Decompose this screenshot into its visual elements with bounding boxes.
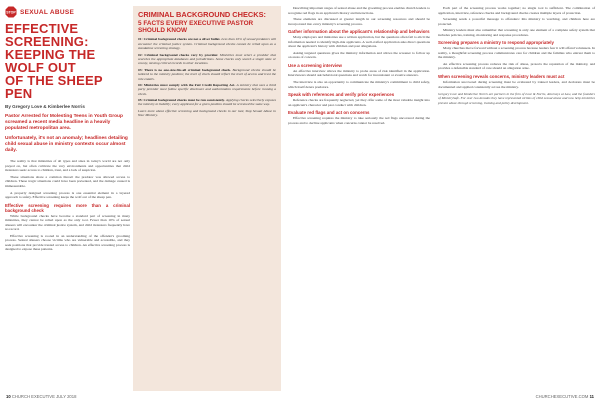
- publication-name: CHURCH EXECUTIVE: [11, 393, 55, 399]
- paragraph: An effective interview allows the ministry to probe areas of risk identified in the application. Interviewers should ask behavioral questions and watch for inconsistent or evasive answers.: [288, 68, 430, 78]
- paragraph: Effective screening is rooted in an understanding of the offender's grooming process. Sexual abusers choose victims who are vulnerable and accessible, and they seek positions that provide trusted access to children. An effective screening process is designed to expose these patterns.: [5, 233, 130, 252]
- sidebar-paragraph: [138, 83, 276, 96]
- subheading: Speak with references and verify prior experiences: [288, 92, 395, 98]
- byline: By Gregory Love & Kimberlee Norris: [5, 104, 85, 109]
- sidebar-body: Ministries must select a provider that searches the appropriate databases and jurisdictions. Some checks only search a single state or county, missing critical records in other locations.: [138, 52, 276, 66]
- author-bio: Gregory Love and Kimberlee Norris are partners in the firm of Love & Norris, Attorneys at Law, and the founders of MinistrySafe. For over two decades they have represented victims of child sexual abuse and now help ministries prevent abuse through screening, training and policy development.: [438, 92, 595, 105]
- article-headline: [5, 22, 130, 100]
- sidebar-lead: #4: Ministries must comply with the Fair Credit Reporting Act.: [138, 82, 236, 87]
- subheading: Effective screening requires more than a criminal background check: [5, 202, 130, 213]
- headline-line: EFFECTIVE SCREENING:: [5, 21, 89, 49]
- sidebar-body: Applying checks selectively exposes the ministry to liability; every applicant for a given position should be screened the same way.: [138, 98, 277, 107]
- paragraph: The interview is also an opportunity to communicate the ministry's commitment to child safety, which itself deters predators.: [288, 80, 430, 89]
- paragraph: Each part of the screening process works together; no single tool is sufficient. The combination of application, interview, reference checks and background checks creates multiple layers of protection.: [438, 6, 595, 15]
- section-header: [5, 6, 130, 18]
- footer-left: [6, 394, 300, 399]
- subheading: Gather information about the applicant's relationship and behaviors: [288, 29, 430, 35]
- sidebar-body: A ministry that uses a third party provider must follow specific disclosure and authorization requirements before running a check.: [138, 82, 276, 96]
- stop-sign-icon: [5, 6, 17, 18]
- intro-text: Unfortunately, it's not an anomaly; headlines detailing child sexual abuse in ministry contexts occur almost daily.: [5, 135, 128, 154]
- subheading: Use a screening interview: [288, 62, 342, 68]
- paragraph: Many churches move forward without a screening process because leaders fear it will offend volunteers. In reality, a thoughtful screening process communicates care for children and the families who entrust them to the ministry.: [438, 46, 596, 60]
- paragraph: Screening sends a powerful message to offenders: this ministry is watching, and children here are protected.: [438, 17, 595, 26]
- sidebar-box: [133, 6, 281, 391]
- column-1: [5, 6, 130, 254]
- subheading: Screening prepares a ministry to respond appropriately: [438, 40, 554, 46]
- page-number: 10: [6, 393, 11, 399]
- paragraph: Information uncovered during screening must be evaluated by trained leaders, and decisions must be documented and applied consistently across the ministry.: [438, 80, 595, 89]
- sidebar-paragraph: [138, 98, 276, 107]
- page-footer: [0, 391, 600, 401]
- headline-line: KEEPING THE WOLF OUT: [5, 47, 96, 75]
- column-3: [288, 6, 430, 127]
- sidebar-paragraph: [138, 53, 276, 66]
- paragraph: Effective screening requires the ministry to take seriously the red flags uncovered during the process and to decline applicants when concerns cannot be resolved.: [288, 116, 430, 125]
- paragraph: These situations share a common thread: the predator was allowed access to children. These tragic situations could have been prevented, and the damage caused is immeasurable.: [5, 174, 130, 188]
- sidebar-lead: #5: Criminal background checks must be run consistently.: [138, 98, 225, 103]
- paragraph: The reality is that ministries of all types and sizes in today's world are not only preyed on, but often cultivate the very environments and opportunities that child molesters seek: access to children, trust, and a lack of suspicion.: [5, 159, 130, 173]
- section-label: SEXUAL ABUSE: [20, 8, 75, 16]
- column-4: [438, 6, 595, 105]
- paragraph: Describing important stages of sexual abuse and the grooming process enables church leaders to recognize red flags in an applicant's history and interactions.: [288, 6, 430, 15]
- sidebar-lead: #3: There is no one-size-fits-all criminal background check.: [138, 67, 231, 72]
- website-url[interactable]: CHURCHEXECUTIVE.COM: [535, 393, 589, 399]
- svg-text:STOP: STOP: [6, 10, 16, 15]
- sidebar-body: Learn more about effective screening and background checks in our tool, Stop Sexual Abuse in Your Ministry.: [138, 108, 276, 118]
- sidebar-body: Background checks should be tailored to the ministry position; the level of check should reflect the level of access and trust the role entails.: [138, 67, 277, 81]
- body-text: [5, 159, 130, 252]
- paragraph: While background checks have become a standard part of screening in many ministries, they cannot be relied upon as the only tool. Fewer than 10% of sexual abusers will encounter the criminal justice system, and child molesters frequently have no record.: [5, 213, 130, 232]
- footer-right: [300, 394, 594, 399]
- sidebar-text: [138, 37, 276, 117]
- intro-text: Pastor Arrested for Molesting Teens in Youth Group screamed a recent media headline in a heavily populated metropolitan area.: [5, 114, 123, 132]
- subheading: Evaluate red flags and act on concerns: [288, 110, 370, 116]
- paragraph: These elements are discussed at greater length in our screening resources and should be incorporated into every ministry's screening process.: [288, 17, 430, 26]
- paragraph: Ministry leaders must also remember that screening is only one element of a complete safety system that includes policies, training, monitoring and response procedures.: [438, 28, 595, 37]
- paragraph: An effective screening process reduces the risk of abuse, protects the reputation of the ministry, and provides a defensible standard of care should an allegation arise.: [438, 61, 595, 71]
- paragraph: Many employers and ministries use a written application, but the questions often fail to elicit the information needed to identify high-risk applicants. A well-crafted application asks direct questions about the applicant's history with children and past allegations.: [288, 35, 430, 49]
- paragraph: Reference checks are frequently neglected, yet they offer some of the most valuable insight into an applicant's character and past conduct with children.: [288, 98, 430, 107]
- sidebar-title: CRIMINAL BACKGROUND CHECKS:: [138, 10, 266, 19]
- sidebar-subtitle: 5 FACTS EVERY EXECUTIVE PASTOR SHOULD KNOW: [138, 19, 254, 34]
- sidebar-lead: #2: Criminal background checks vary by provider.: [138, 52, 219, 57]
- subheading: When screening reveals concerns, ministry leaders must act: [438, 74, 565, 80]
- sidebar-paragraph: [138, 109, 276, 118]
- paragraph: Asking targeted questions gives the ministry information and allows the screener to follow up on areas of concern.: [288, 50, 430, 60]
- paragraph: A properly designed screening process is one essential element in a layered approach to safety. Effective screening keeps the wolf out of the sheep pen.: [5, 190, 130, 200]
- page-number: 11: [589, 393, 594, 399]
- sidebar-paragraph: [138, 37, 276, 50]
- sidebar-lead: #1: Criminal background checks are not a silver bullet.: [138, 37, 221, 42]
- sidebar-paragraph: [138, 68, 276, 81]
- issue-date: JULY 2018: [56, 393, 77, 399]
- headline-line: OF THE SHEEP PEN: [5, 73, 103, 101]
- sidebar-body: Less than 10% of sexual predators will encounter the criminal justice system. Criminal background checks cannot be relied upon as a standalone screening strategy.: [138, 37, 277, 51]
